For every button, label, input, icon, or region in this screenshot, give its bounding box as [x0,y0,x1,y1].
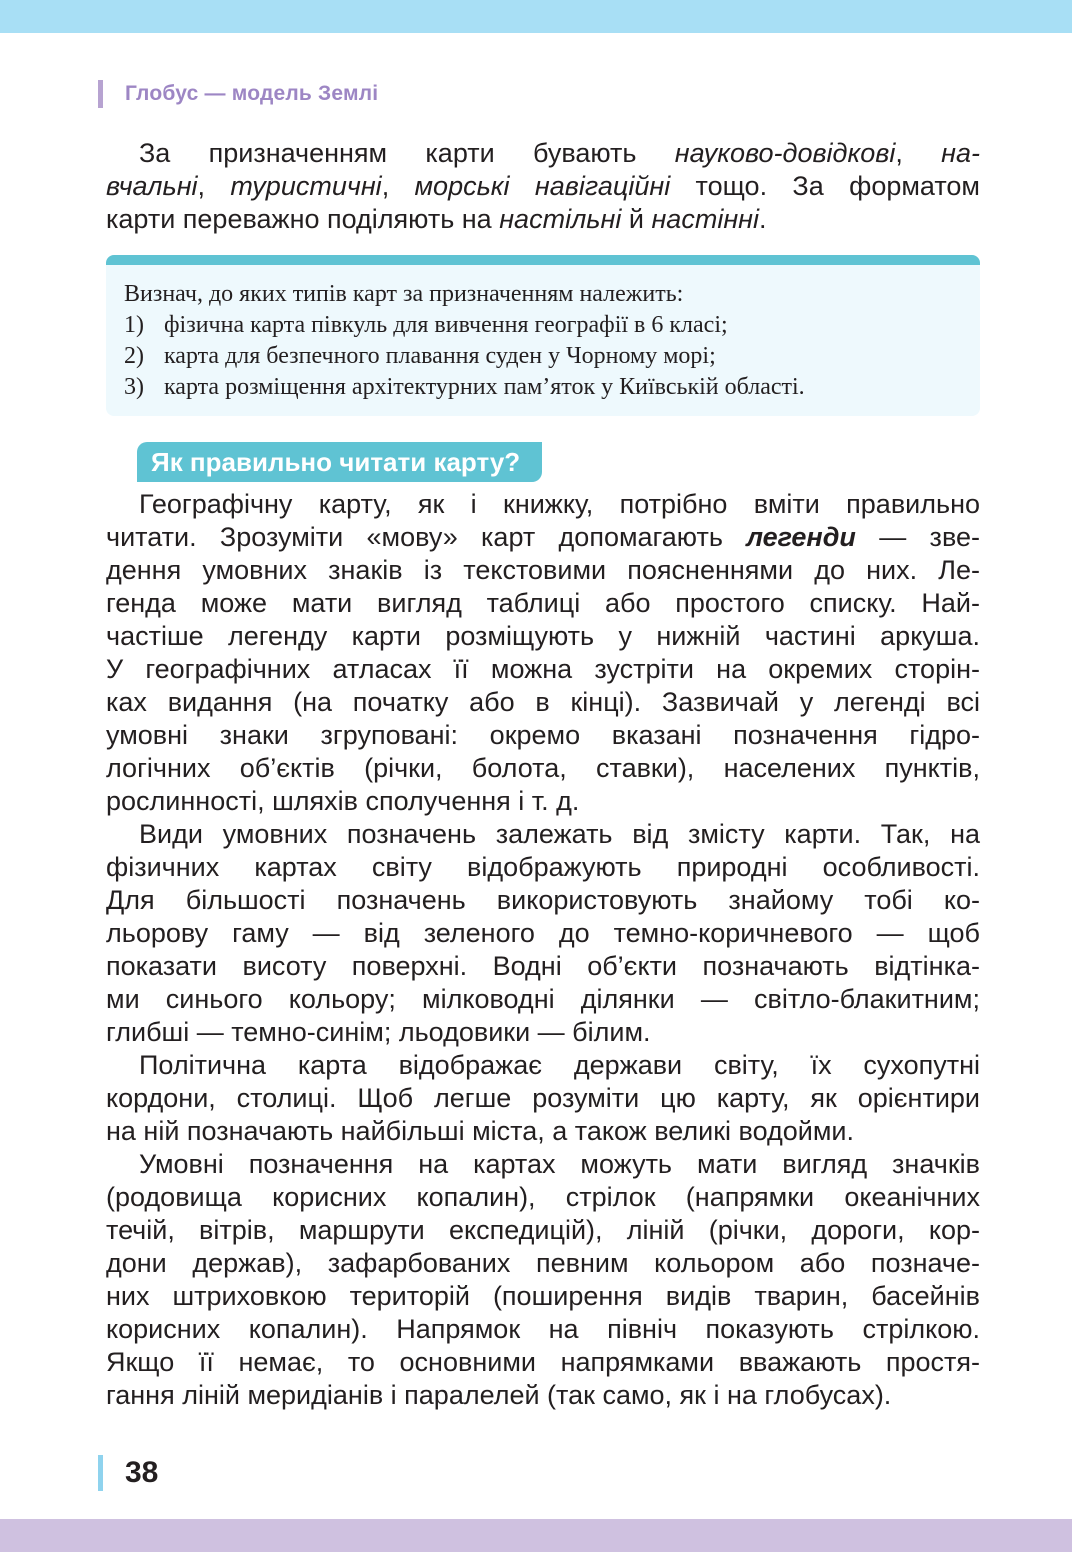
paragraph-symbols: Види умовних позначень залежать від змісту карти. Так, на фізичних картах світу відображують природні особливості. Для більшості позначень використовують знайому тобі ко- льорову гаму — від зеленого до темно-коричневого — щоб показати висоту поверхні. Водні об’єкти позначають відтінка- ми синього кольору; мілководні ділянки — світло-блакитним; глибші — темно-синім; льодовики — білим. [106,819,980,1047]
paragraph-political-map: Політична карта відображає держави світу, їх сухопутні кордони, столиці. Щоб легше розуміти цю карту, як орієнтири на ній позначають найбільші міста, а також великі водойми. [106,1050,980,1146]
top-color-band [0,0,1072,33]
paragraph-conventional-signs: Умовні позначення на картах можуть мати вигляд значків (родовища корисних копалин), стрілок (напрямки океанічних течій, вітрів, маршрути експедицій), ліній (річки, дороги, кор- дони держав), зафарбованих певним кольором або позначе- них штриховкою територій (поширення видів тварин, басейнів корисних копалин). Напрямок на північ показують стрілкою. Якщо її немає, то основними напрямками вважають простя- гання ліній меридіанів і паралелей (так само, як і на глобусах). [106,1149,980,1410]
body-text [106,488,980,1412]
running-head: Глобус — модель Землі [98,80,378,108]
task-item: 2) карта для безпечного плавання суден у Чорному морі; [124,343,716,369]
task-item: 3) карта розміщення архітектурних пам’яток у Київській області. [124,374,805,400]
page-number: 38 [98,1455,158,1491]
task-lead: Визнач, до яких типів карт за призначенням належить: [124,281,684,307]
section-heading: Як правильно читати карту? [137,442,542,482]
task-item: 1) фізична карта півкуль для вивчення географії в 6 класі; [124,312,728,338]
task-box [106,255,980,416]
bottom-color-band [0,1519,1072,1552]
intro-paragraph: За призначенням карти бувають науково-довідкові, на- вчальні, туристичні, морські навігаційні тощо. За форматом карти переважно поділяють на настільні й настінні. [106,138,980,234]
paragraph-legend: Географічну карту, як і книжку, потрібно вміти правильно читати. Зрозуміти «мову» карт допомагають легенди — зве- дення умовних знаків із текстовими поясненнями до них. Ле- генда може мати вигляд таблиці або простого списку. Най- частіше легенду карти розміщують у нижній частині аркуша. У географічних атласах її можна зустріти на окремих сторін- ках видання (на початку або в кінці). Зазвичай у легенді всі умовні знаки згруповані: окремо вказані позначення гідро- логічних об’єктів (річки, болота, ставки), населених пунктів, рослинності, шляхів сполучення і т. д. [106,489,980,816]
